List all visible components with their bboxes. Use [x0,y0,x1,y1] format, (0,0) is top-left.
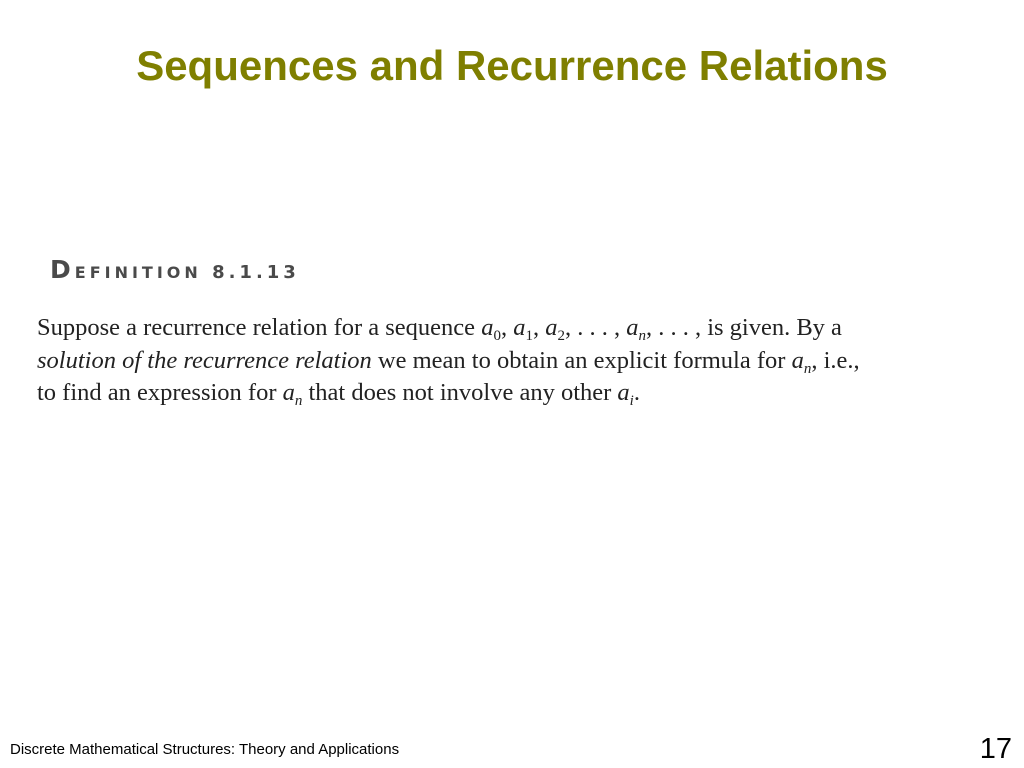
variable-a: a [626,314,639,341]
definition-number: 8.1.13 [212,262,300,283]
subscript-2: 2 [557,328,565,344]
definition-text-segment: is given. By a [707,314,842,341]
ellipsis: . . . [658,314,695,341]
definition-line-2 [37,345,987,378]
comma: , [500,314,514,341]
slide-title: Sequences and Recurrence Relations [136,42,888,89]
subscript-n: n [294,393,303,409]
definition-line-1 [37,312,987,345]
comma: , [564,314,578,341]
definition-text-segment: we mean to obtain an explicit formula for [371,346,792,374]
subscript-1: 1 [525,328,533,344]
comma: , [532,314,546,341]
definition-text-segment: Suppose a recurrence relation for a sequence [37,314,482,341]
subscript-n: n [638,328,646,344]
definition-text [37,312,987,410]
definition-heading-initial: D [50,255,75,284]
subscript-0: 0 [493,328,501,344]
definition-heading-word: EFINITION [74,263,202,282]
definition-text-segment: , i.e., [811,346,860,374]
solution-phrase: solution of the recurrence relation [37,346,372,374]
variable-a: a [617,379,630,406]
definition-heading [50,255,987,288]
variable-a: a [513,314,526,341]
variable-a: a [791,346,804,374]
comma: , [694,314,708,341]
footer-course-title: Discrete Mathematical Structures: Theory and Applications [10,741,400,758]
definition-line-3 [37,377,987,410]
period: . [633,379,640,406]
page-number: 17 [979,733,1012,765]
variable-a: a [481,314,494,341]
subscript-i: i [629,393,634,409]
variable-a: a [282,379,295,406]
subscript-n: n [803,360,812,377]
definition-text-segment: that does not involve any other [302,379,618,406]
comma: , [613,314,627,341]
ellipsis: . . . [577,314,614,341]
definition-text-segment: to find an expression for [37,379,283,406]
comma: , [645,314,659,341]
definition-block [37,255,987,410]
variable-a: a [545,314,558,341]
